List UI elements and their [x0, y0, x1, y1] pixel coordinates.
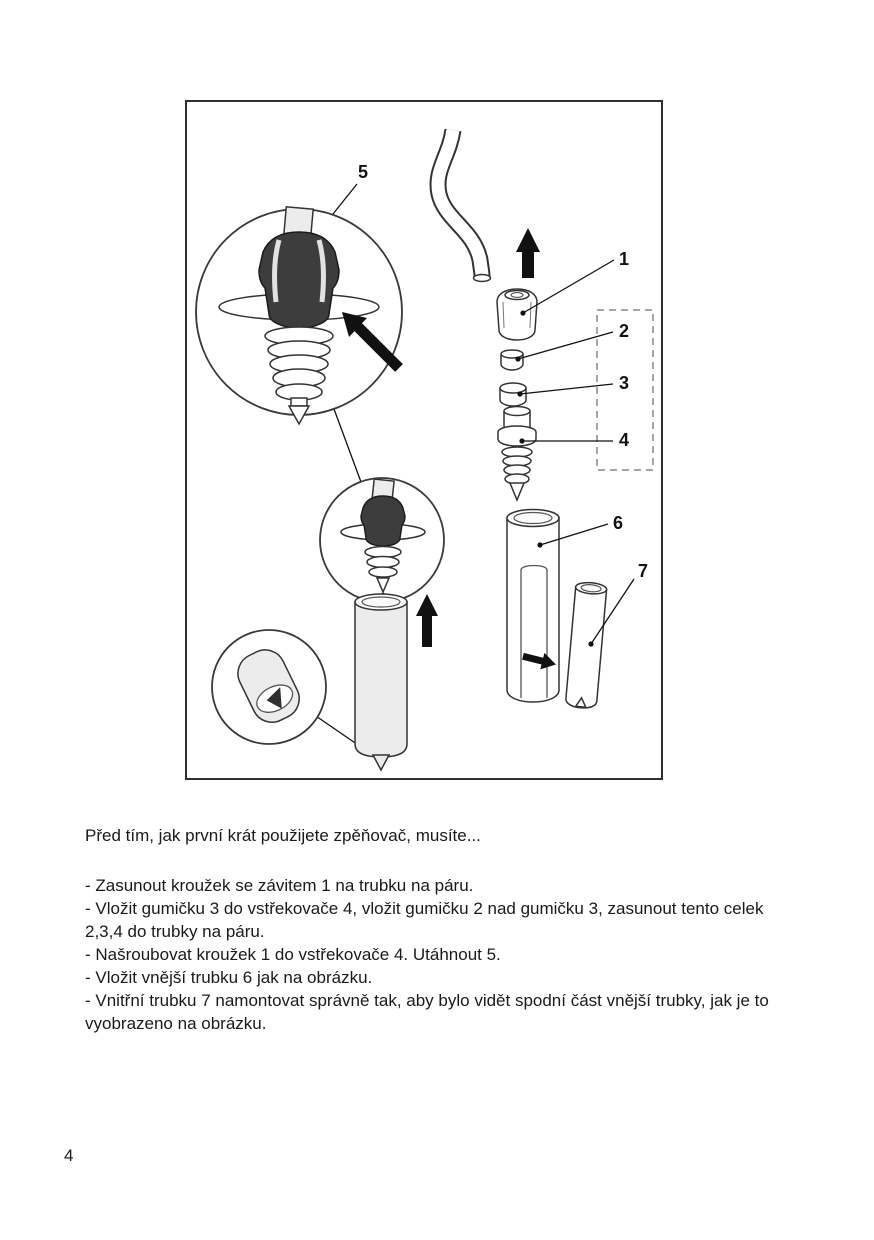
callout-1: 1 [618, 249, 630, 269]
small-detail-circle [320, 478, 444, 602]
exploded-view-illustration [187, 102, 661, 778]
instruction-step: - Našroubovat kroužek 1 do vstřekovače 4. Utáhnout 5. [85, 945, 501, 964]
mounted-outer-tube [355, 594, 407, 770]
page-number: 4 [64, 1146, 74, 1165]
intro-text: Před tím, jak první krát použijete zpěňovač, musíte... [85, 826, 481, 845]
nozzle-neck [291, 398, 307, 406]
rubber-nozzle [259, 232, 339, 328]
detail-connector-line [334, 409, 361, 482]
part-7-inner-tube [565, 581, 607, 709]
callout-4: 4 [618, 430, 630, 450]
detail-circle-5 [196, 207, 402, 424]
instruction-step: - Vnitřní trubku 7 namontovat správně tak, aby bylo vidět spodní část vnější trubky, jak je to vyobrazeno na obrázku. [85, 991, 769, 1033]
instruction-step: - Zasunout kroužek se závitem 1 na trubku na páru. [85, 876, 474, 895]
callout-6: 6 [612, 513, 624, 533]
part-6-outer-tube [507, 510, 559, 703]
instructions-text [85, 824, 800, 1035]
callout-3: 3 [618, 373, 630, 393]
callout-7: 7 [637, 561, 649, 581]
rubber-nozzle [361, 496, 405, 546]
assembly-diagram [185, 100, 663, 780]
instruction-step: - Vložit vnější trubku 6 jak na obrázku. [85, 968, 373, 987]
up-arrow-icon [516, 228, 540, 278]
tube-spout [373, 755, 389, 770]
nozzle-threads [365, 547, 401, 578]
callout-2: 2 [618, 321, 630, 341]
instruction-step: - Vložit gumičku 3 do vstřekovače 4, vložit gumičku 2 nad gumičku 3, zasunout tento celek 2,3,4 do trubky na páru. [85, 899, 764, 941]
steam-pipe [438, 130, 491, 282]
tube-end-detail-circle [212, 630, 326, 744]
instruction-steps [85, 874, 800, 1035]
part-1-ring-nut [497, 289, 537, 340]
callout-5: 5 [357, 162, 369, 182]
part-4-injector [498, 407, 536, 501]
up-arrow-icon [416, 594, 438, 647]
